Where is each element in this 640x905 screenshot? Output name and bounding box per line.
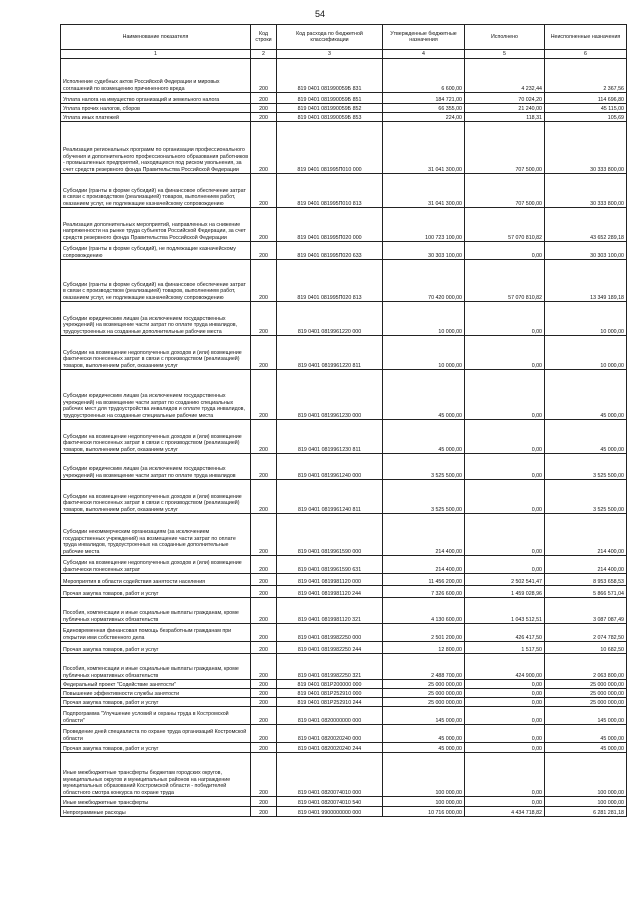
row-unexecuted-amount: 105,69 (545, 113, 627, 122)
row-name: Прочая закупка товаров, работ и услуг (61, 642, 251, 654)
row-name: Повышение эффективности службы занятости (61, 689, 251, 698)
row-unexecuted-amount: 30 303 100,00 (545, 242, 627, 260)
table-row (61, 93, 627, 104)
row-line-code: 200 (251, 454, 277, 480)
header-indicator-name: Наименование показателя (61, 25, 251, 50)
row-unexecuted-amount: 3 525 500,00 (545, 480, 627, 514)
header-budget-code: Код расхода по бюджетной классификации (277, 25, 383, 50)
row-executed-amount: 0,00 (465, 242, 545, 260)
row-line-code: 200 (251, 586, 277, 598)
row-line-code: 200 (251, 59, 277, 93)
row-budget-code: 819 0401 0819982250 000 (277, 624, 383, 642)
row-executed-amount: 57 070 810,82 (465, 260, 545, 302)
table-row (61, 556, 627, 574)
row-approved-amount: 25 000 000,00 (383, 689, 465, 698)
row-name: Исполнение судебных актов Российской Федерации и мировых соглашений по возмещению причиненного вреда (61, 59, 251, 93)
row-approved-amount: 7 326 600,00 (383, 586, 465, 598)
row-name: Уплата иных платежей (61, 113, 251, 122)
row-approved-amount: 10 000,00 (383, 336, 465, 370)
row-approved-amount: 10 000,00 (383, 302, 465, 336)
row-unexecuted-amount: 45 000,00 (545, 743, 627, 753)
row-approved-amount: 214 400,00 (383, 556, 465, 574)
row-line-code: 200 (251, 104, 277, 113)
row-name: Федеральный проект "Содействие занятости" (61, 680, 251, 689)
row-line-code: 200 (251, 753, 277, 797)
row-name: Субсидии юридическим лицам (за исключением государственных учреждений) на возмещение части затрат по созданию специальных рабочих мест для трудоустройства инвалидов и оплате труда инвалидов, трудоустроенных на созданные специальные рабочие места (61, 370, 251, 420)
row-approved-amount: 31 041 300,00 (383, 174, 465, 208)
table-body (61, 59, 627, 817)
row-line-code: 200 (251, 743, 277, 753)
column-index: 3 (277, 50, 383, 59)
row-name: Пособия, компенсации и иные социальные выплаты гражданам, кроме публичных нормативных обязательств (61, 654, 251, 680)
row-budget-code: 819 0401 081990059Б 831 (277, 59, 383, 93)
table-row (61, 480, 627, 514)
row-budget-code: 819 0401 0819961590 000 (277, 514, 383, 556)
row-unexecuted-amount: 30 333 800,00 (545, 122, 627, 174)
table-row (61, 689, 627, 698)
row-name: Субсидии некоммерческим организациям (за исключением государственных учреждений) на возмещение части затрат по оплате труда инвалидов, трудоустроенных на созданные дополнительные рабочие места (61, 514, 251, 556)
row-approved-amount: 30 303 100,00 (383, 242, 465, 260)
row-budget-code: 819 0401 0820074010 000 (277, 753, 383, 797)
row-unexecuted-amount: 25 000 000,00 (545, 689, 627, 698)
row-executed-amount: 118,31 (465, 113, 545, 122)
row-budget-code: 819 0401 081990059Б 851 (277, 93, 383, 104)
table-header-row (61, 25, 627, 50)
row-unexecuted-amount: 214 400,00 (545, 514, 627, 556)
page-number: 54 (314, 9, 325, 19)
column-index: 1 (61, 50, 251, 59)
row-budget-code: 819 0401 0819961220 811 (277, 336, 383, 370)
row-approved-amount: 45 000,00 (383, 420, 465, 454)
table-row (61, 208, 627, 242)
row-name: Субсидии юридическим лицам (за исключением государственных учреждений) на возмещение части затрат по оплате труда инвалидов, трудоустроенных на созданные дополнительные рабочие места (61, 302, 251, 336)
row-executed-amount: 0,00 (465, 370, 545, 420)
row-line-code: 200 (251, 807, 277, 817)
row-name: Субсидии (гранты в форме субсидий) на финансовое обеспечение затрат в связи с производством (реализацией) товаров, выполнением работ, оказанием услуг, не подлежащие казначейскому сопровождению (61, 174, 251, 208)
row-budget-code: 819 0401 0820074010 540 (277, 797, 383, 807)
row-budget-code: 819 0401 0819982250 321 (277, 654, 383, 680)
table-row (61, 420, 627, 454)
row-unexecuted-amount: 214 400,00 (545, 556, 627, 574)
row-approved-amount: 3 525 500,00 (383, 480, 465, 514)
row-executed-amount: 0,00 (465, 336, 545, 370)
row-executed-amount: 707 500,00 (465, 174, 545, 208)
table-row (61, 302, 627, 336)
table-row (61, 725, 627, 743)
row-approved-amount: 3 525 500,00 (383, 454, 465, 480)
row-approved-amount: 184 721,00 (383, 93, 465, 104)
row-line-code: 200 (251, 302, 277, 336)
row-line-code: 200 (251, 725, 277, 743)
row-name: Субсидии (гранты в форме субсидий), не подлежащие казначейскому сопровождению (61, 242, 251, 260)
row-budget-code: 819 0401 9900000000 000 (277, 807, 383, 817)
row-executed-amount: 57 070 810,82 (465, 208, 545, 242)
row-executed-amount: 424 900,00 (465, 654, 545, 680)
row-budget-code: 819 0401 081995П020 813 (277, 260, 383, 302)
row-executed-amount: 0,00 (465, 698, 545, 707)
row-line-code: 200 (251, 624, 277, 642)
row-approved-amount: 45 000,00 (383, 370, 465, 420)
row-line-code: 200 (251, 514, 277, 556)
row-executed-amount: 0,00 (465, 707, 545, 725)
row-unexecuted-amount: 25 000 000,00 (545, 680, 627, 689)
row-approved-amount: 100 000,00 (383, 753, 465, 797)
row-approved-amount: 2 501 200,00 (383, 624, 465, 642)
row-line-code: 200 (251, 689, 277, 698)
row-budget-code: 819 0401 0819961230 000 (277, 370, 383, 420)
row-line-code: 200 (251, 242, 277, 260)
row-line-code: 200 (251, 208, 277, 242)
row-budget-code: 819 0401 081995П010 000 (277, 122, 383, 174)
row-unexecuted-amount: 45 000,00 (545, 725, 627, 743)
row-line-code: 200 (251, 480, 277, 514)
row-name: Иные межбюджетные трансферты (61, 797, 251, 807)
column-index: 4 (383, 50, 465, 59)
row-name: Реализация дополнительных мероприятий, направленных на снижение напряженности на рынке труда субъектов Российской Федерации, за счет средств резервного фонда Правительства Российской Федерации (61, 208, 251, 242)
row-executed-amount: 1 459 028,96 (465, 586, 545, 598)
table-row (61, 743, 627, 753)
row-unexecuted-amount: 5 866 571,04 (545, 586, 627, 598)
row-line-code: 200 (251, 113, 277, 122)
table-row (61, 598, 627, 624)
row-budget-code: 819 0401 081990059Б 853 (277, 113, 383, 122)
row-approved-amount: 70 420 000,00 (383, 260, 465, 302)
row-name: Субсидии на возмещение недополученных доходов и (или) возмещение фактически понесенных затрат в связи с производством (реализацией) товаров, выполнением работ, оказанием услуг (61, 336, 251, 370)
row-executed-amount: 0,00 (465, 725, 545, 743)
row-budget-code: 819 0401 081995П020 633 (277, 242, 383, 260)
row-line-code: 200 (251, 797, 277, 807)
row-executed-amount: 0,00 (465, 797, 545, 807)
row-budget-code: 819 0401 081995П020 000 (277, 208, 383, 242)
row-budget-code: 819 0401 081995П010 813 (277, 174, 383, 208)
row-executed-amount: 0,00 (465, 680, 545, 689)
row-line-code: 200 (251, 654, 277, 680)
row-unexecuted-amount: 8 953 658,53 (545, 574, 627, 586)
row-executed-amount: 0,00 (465, 753, 545, 797)
row-executed-amount: 0,00 (465, 454, 545, 480)
row-name: Субсидии (гранты в форме субсидий) на финансовое обеспечение затрат в связи с производством (реализацией) товаров, выполнением работ, оказанием услуг, не подлежащие казначейскому сопровождению (61, 260, 251, 302)
row-line-code: 200 (251, 174, 277, 208)
row-line-code: 200 (251, 556, 277, 574)
row-unexecuted-amount: 100 000,00 (545, 797, 627, 807)
row-unexecuted-amount: 2 074 782,50 (545, 624, 627, 642)
row-approved-amount: 100 000,00 (383, 797, 465, 807)
column-index: 2 (251, 50, 277, 59)
row-approved-amount: 45 000,00 (383, 743, 465, 753)
table-row (61, 104, 627, 113)
table-row (61, 260, 627, 302)
table-row (61, 707, 627, 725)
row-budget-code: 819 0401 0819981120 000 (277, 574, 383, 586)
row-name: Прочая закупка товаров, работ и услуг (61, 698, 251, 707)
row-executed-amount: 21 240,00 (465, 104, 545, 113)
row-line-code: 200 (251, 260, 277, 302)
row-unexecuted-amount: 25 000 000,00 (545, 698, 627, 707)
row-line-code: 200 (251, 93, 277, 104)
row-executed-amount: 426 417,50 (465, 624, 545, 642)
budget-execution-table (60, 24, 627, 817)
row-approved-amount: 25 000 000,00 (383, 680, 465, 689)
row-unexecuted-amount: 45 000,00 (545, 370, 627, 420)
row-name: Пособия, компенсации и иные социальные выплаты гражданам, кроме публичных нормативных обязательств (61, 598, 251, 624)
table-row (61, 174, 627, 208)
row-line-code: 200 (251, 707, 277, 725)
row-approved-amount: 45 000,00 (383, 725, 465, 743)
row-budget-code: 819 0401 081P252910 000 (277, 689, 383, 698)
table-row (61, 680, 627, 689)
row-budget-code: 819 0401 0820020240 244 (277, 743, 383, 753)
table-row (61, 654, 627, 680)
row-budget-code: 819 0401 081P252910 244 (277, 698, 383, 707)
row-budget-code: 819 0401 0819961230 811 (277, 420, 383, 454)
table-row (61, 370, 627, 420)
row-budget-code: 819 0401 0819981120 321 (277, 598, 383, 624)
table-row (61, 514, 627, 556)
row-approved-amount: 25 000 000,00 (383, 698, 465, 707)
row-budget-code: 819 0401 0819981120 244 (277, 586, 383, 598)
table-row (61, 336, 627, 370)
row-approved-amount: 145 000,00 (383, 707, 465, 725)
row-name: Прочая закупка товаров, работ и услуг (61, 743, 251, 753)
row-executed-amount: 70 024,20 (465, 93, 545, 104)
column-index: 6 (545, 50, 627, 59)
row-name: Прочая закупка товаров, работ и услуг (61, 586, 251, 598)
table-row (61, 698, 627, 707)
row-executed-amount: 4 232,44 (465, 59, 545, 93)
row-budget-code: 819 0401 0820020240 000 (277, 725, 383, 743)
row-budget-code: 819 0401 0819961240 000 (277, 454, 383, 480)
table-row (61, 753, 627, 797)
row-approved-amount: 11 456 200,00 (383, 574, 465, 586)
row-budget-code: 819 0401 081990059Б 852 (277, 104, 383, 113)
row-unexecuted-amount: 45 000,00 (545, 420, 627, 454)
row-executed-amount: 4 434 718,82 (465, 807, 545, 817)
header-executed: Исполнено (465, 25, 545, 50)
row-executed-amount: 0,00 (465, 302, 545, 336)
row-budget-code: 819 0401 081P200000 000 (277, 680, 383, 689)
row-name: Единовременная финансовая помощь безработным гражданам при открытии ими собственного дела (61, 624, 251, 642)
row-approved-amount: 2 488 700,00 (383, 654, 465, 680)
row-unexecuted-amount: 2 063 800,00 (545, 654, 627, 680)
row-executed-amount: 0,00 (465, 480, 545, 514)
header-unexecuted: Неисполненные назначения (545, 25, 627, 50)
row-unexecuted-amount: 100 000,00 (545, 753, 627, 797)
row-name: Непрограммные расходы (61, 807, 251, 817)
row-name: Субсидии на возмещение недополученных доходов и (или) возмещение фактически понесенных затрат в связи с производством (реализацией) товаров, выполнением работ, оказанием услуг (61, 420, 251, 454)
column-index: 5 (465, 50, 545, 59)
table-row (61, 642, 627, 654)
row-executed-amount: 0,00 (465, 556, 545, 574)
table-row (61, 797, 627, 807)
table-row (61, 454, 627, 480)
row-approved-amount: 224,00 (383, 113, 465, 122)
row-executed-amount: 2 502 541,47 (465, 574, 545, 586)
row-executed-amount: 707 500,00 (465, 122, 545, 174)
table-row (61, 242, 627, 260)
row-budget-code: 819 0401 0819961240 811 (277, 480, 383, 514)
row-name: Уплата прочих налогов, сборов (61, 104, 251, 113)
row-approved-amount: 12 800,00 (383, 642, 465, 654)
row-line-code: 200 (251, 122, 277, 174)
table-row (61, 807, 627, 817)
row-unexecuted-amount: 45 115,00 (545, 104, 627, 113)
row-line-code: 200 (251, 574, 277, 586)
column-index-row (61, 50, 627, 59)
row-line-code: 200 (251, 598, 277, 624)
row-executed-amount: 1 517,50 (465, 642, 545, 654)
table-row (61, 122, 627, 174)
row-executed-amount: 0,00 (465, 743, 545, 753)
table-row (61, 574, 627, 586)
header-approved: Утвержденные бюджетные назначения (383, 25, 465, 50)
row-budget-code: 819 0401 0819961220 000 (277, 302, 383, 336)
row-approved-amount: 214 400,00 (383, 514, 465, 556)
row-line-code: 200 (251, 336, 277, 370)
row-line-code: 200 (251, 642, 277, 654)
row-unexecuted-amount: 6 281 281,18 (545, 807, 627, 817)
header-line-code: Код строки (251, 25, 277, 50)
row-name: Иные межбюджетные трансферты бюджетам городских округов, муниципальных округов и муниципальных районов на награждение муниципальных образований Костромской области - победителей областного смотра конкурса по охране труда (61, 753, 251, 797)
row-budget-code: 819 0401 0820000000 000 (277, 707, 383, 725)
row-executed-amount: 0,00 (465, 514, 545, 556)
row-name: Подпрограмма "Улучшение условий и охраны труда в Костромской области" (61, 707, 251, 725)
row-approved-amount: 6 600,00 (383, 59, 465, 93)
row-unexecuted-amount: 10 000,00 (545, 336, 627, 370)
row-unexecuted-amount: 10 682,50 (545, 642, 627, 654)
row-unexecuted-amount: 10 000,00 (545, 302, 627, 336)
row-unexecuted-amount: 43 652 289,18 (545, 208, 627, 242)
row-approved-amount: 66 355,00 (383, 104, 465, 113)
row-unexecuted-amount: 3 525 500,00 (545, 454, 627, 480)
row-executed-amount: 1 043 512,51 (465, 598, 545, 624)
row-name: Субсидии юридическим лицам (за исключением государственных учреждений) на возмещение части затрат по оплате труда инвалидов (61, 454, 251, 480)
table-row (61, 59, 627, 93)
row-budget-code: 819 0401 0819961590 631 (277, 556, 383, 574)
row-unexecuted-amount: 3 087 087,49 (545, 598, 627, 624)
row-line-code: 200 (251, 370, 277, 420)
row-approved-amount: 31 041 300,00 (383, 122, 465, 174)
row-executed-amount: 0,00 (465, 420, 545, 454)
row-name: Уплата налога на имущество организаций и земельного налога (61, 93, 251, 104)
row-approved-amount: 10 716 000,00 (383, 807, 465, 817)
row-name: Субсидии на возмещение недополученных доходов и (или) возмещение фактически понесенных затрат в связи с производством (реализацией) товаров, выполнением работ, оказанием услуг (61, 480, 251, 514)
row-unexecuted-amount: 13 349 189,18 (545, 260, 627, 302)
row-name: Мероприятия в области содействия занятости населения (61, 574, 251, 586)
row-name: Субсидии на возмещение недополученных доходов и (или) возмещение фактически понесенных затрат (61, 556, 251, 574)
row-unexecuted-amount: 145 000,00 (545, 707, 627, 725)
row-line-code: 200 (251, 420, 277, 454)
row-unexecuted-amount: 2 367,56 (545, 59, 627, 93)
row-line-code: 200 (251, 680, 277, 689)
table-row (61, 586, 627, 598)
row-name: Реализация региональных программ по организации профессионального обучения и дополнительного профессионального образования работников - промышленных предприятий, находящихся под риском увольнения, за счет средств резервного фонда Правительства Российской Федерации (61, 122, 251, 174)
row-line-code: 200 (251, 698, 277, 707)
row-executed-amount: 0,00 (465, 689, 545, 698)
row-approved-amount: 100 723 100,00 (383, 208, 465, 242)
row-unexecuted-amount: 30 333 800,00 (545, 174, 627, 208)
row-name: Проведение дней специалиста по охране труда организаций Костромской области (61, 725, 251, 743)
row-budget-code: 819 0401 0819982250 244 (277, 642, 383, 654)
row-unexecuted-amount: 114 696,80 (545, 93, 627, 104)
row-approved-amount: 4 130 600,00 (383, 598, 465, 624)
table-row (61, 113, 627, 122)
table-row (61, 624, 627, 642)
